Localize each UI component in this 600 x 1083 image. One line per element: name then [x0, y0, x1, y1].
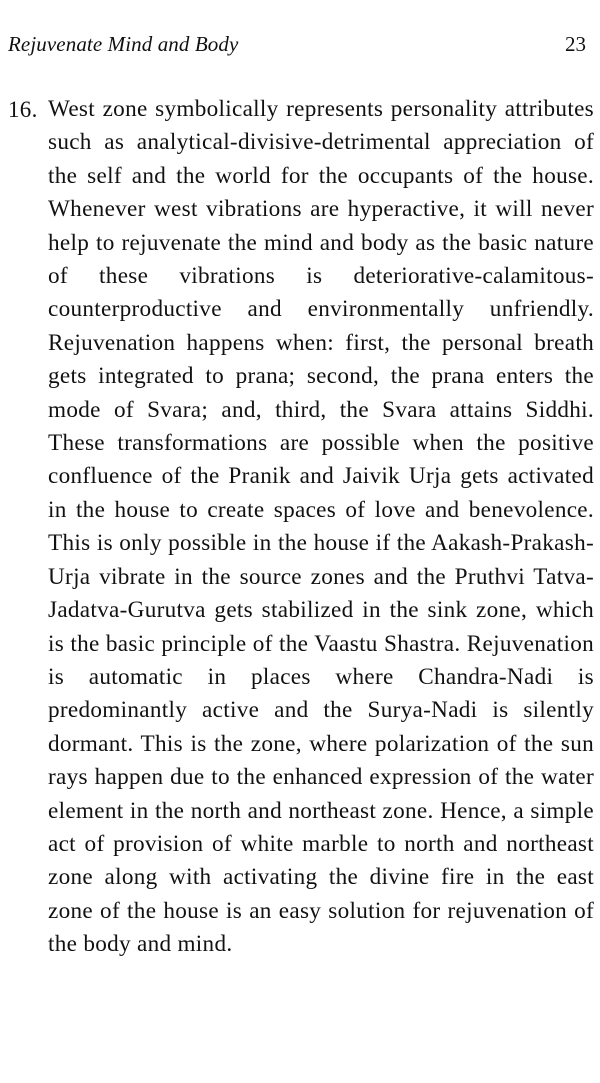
running-title: Rejuvenate Mind and Body	[8, 32, 239, 56]
paragraph-number: 16.	[8, 97, 38, 122]
running-header	[8, 32, 596, 62]
page-number: 23	[565, 32, 586, 56]
numbered-paragraph	[8, 93, 594, 962]
paragraph-text: West zone symbolically represents personality attributes such as analytical-divisive-detrimental appreciation of the self and the world for the occupants of the house. Whenever west vibrations are hyperactive, it will never help to rejuvenate the mind and body as the basic nature of these vibrations is deteriorative-calamitous-counterproductive and environmentally unfriendly. Rejuvenation happens when: first, the personal breath gets integrated to prana; second, the prana enters the mode of Svara; and, third, the Svara attains Siddhi. These transformations are possible when the positive confluence of the Pranik and Jaivik Urja gets activated in the house to create spaces of love and benevolence. This is only possible in the house if the Aakash-Prakash-Urja vibrate in the source zones and the Pruthvi Tatva-Jadatva-Gurutva gets stabilized in the sink zone, which is the basic principle of the Vaastu Shastra. Rejuvenation is automatic in places where Chandra-Nadi is predominantly active and the Surya-Nadi is silently dormant. This is the zone, where polarization of the sun rays happen due to the enhanced expression of the water element in the north and northeast zone. Hence, a simple act of provision of white marble to north and northeast zone along with activating the divine fire in the east zone of the house is an easy solution for rejuvenation of the body and mind.	[48, 96, 594, 958]
